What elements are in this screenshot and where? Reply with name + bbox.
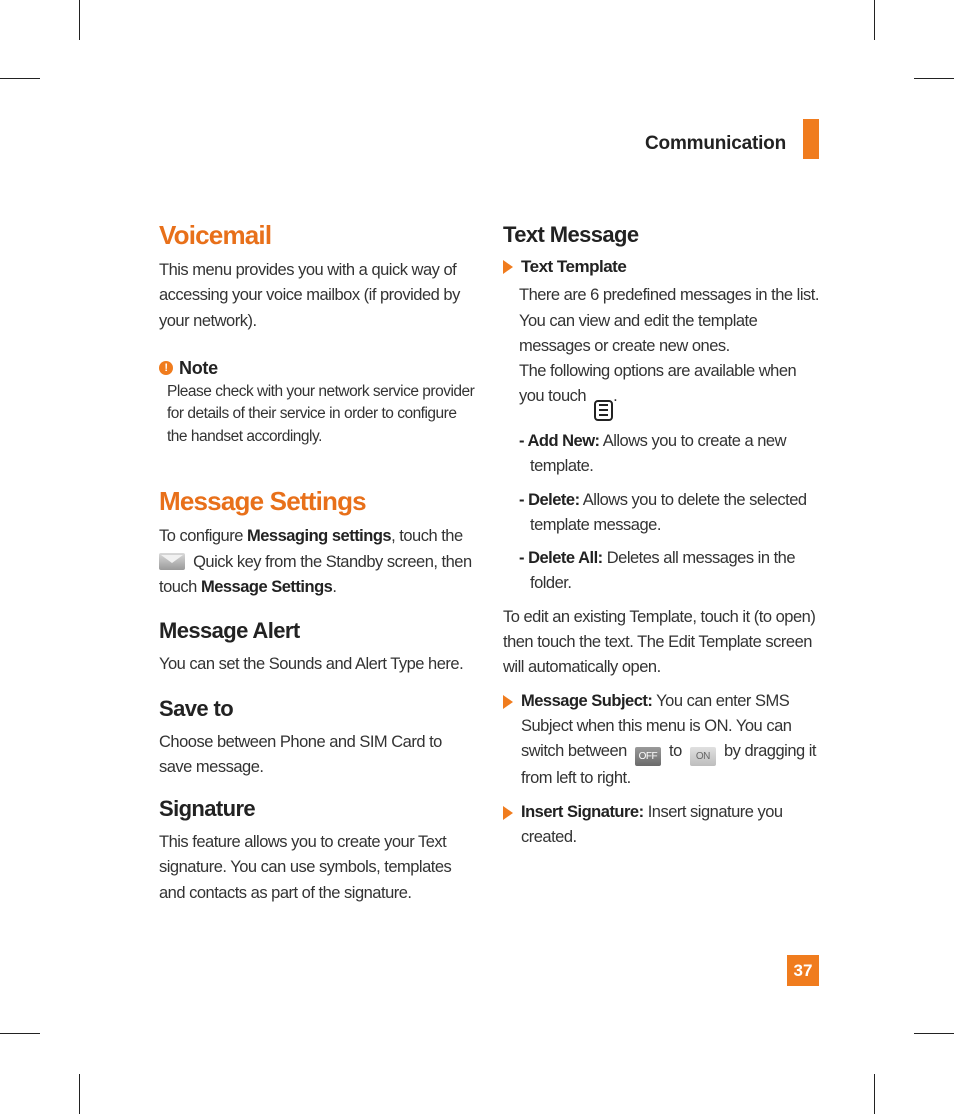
triangle-right-icon xyxy=(503,260,513,274)
menu-key-icon xyxy=(594,400,613,421)
voicemail-body: This menu provides you with a quick way of accessing your voice mailbox (if provided by your network). xyxy=(159,261,460,330)
insert-signature-item xyxy=(503,800,823,851)
crop-mark xyxy=(914,78,954,79)
text-template-title: Text Template xyxy=(521,257,627,276)
bold-run: Message Settings xyxy=(200,577,333,596)
right-column xyxy=(503,220,823,850)
text-run: Insert signature you created. xyxy=(521,802,783,846)
message-subject-text xyxy=(521,689,823,792)
text-run: by dragging it from left to right. xyxy=(521,742,817,788)
bold-run: Insert Signature: xyxy=(521,802,644,821)
message-subject-item xyxy=(503,689,823,792)
page-number: 37 xyxy=(787,955,819,986)
option-label: - Add New: xyxy=(519,431,600,450)
insert-signature-text xyxy=(521,800,823,851)
save-to-title: Save to xyxy=(159,695,234,721)
text-run: Quick key from the Standby screen, then touch xyxy=(159,552,472,596)
save-to-body: Choose between Phone and SIM Card to save message. xyxy=(159,732,442,776)
envelope-icon xyxy=(159,553,185,570)
signature-body: This feature allows you to create your Text signature. You can use symbols, templates and contacts as part of the signature. xyxy=(159,833,452,902)
message-alert-body: You can set the Sounds and Alert Type here. xyxy=(159,655,464,674)
triangle-right-icon xyxy=(503,806,513,820)
message-alert-title: Message Alert xyxy=(159,618,300,644)
option-label: - Delete All: xyxy=(519,549,603,568)
option-label: - Delete: xyxy=(519,490,580,509)
option-text: Allows you to create a new template. xyxy=(530,431,786,476)
toggle-on-icon: ON xyxy=(690,747,716,766)
note-title: Note xyxy=(179,357,218,378)
exclamation-icon: ! xyxy=(159,361,173,375)
text-run: , touch the xyxy=(391,527,463,546)
text-template-heading xyxy=(503,254,823,279)
text-run: To configure xyxy=(159,527,247,546)
edit-template-text: To edit an existing Template, touch it (to open) then touch the text. The Edit Template screen will automatically open. xyxy=(503,607,816,677)
text-message-title: Text Message xyxy=(503,222,639,247)
text-template-content xyxy=(519,283,823,596)
template-option xyxy=(519,488,823,539)
message-settings-body xyxy=(159,524,477,600)
signature-title: Signature xyxy=(159,796,256,822)
template-option xyxy=(519,546,823,597)
crop-mark xyxy=(0,78,40,79)
text-run: . xyxy=(613,387,618,406)
template-options-list xyxy=(519,429,823,597)
template-body: There are 6 predefined messages in the list. You can view and edit the template messages or create new ones. xyxy=(519,286,819,355)
template-option xyxy=(519,429,823,480)
crop-mark xyxy=(874,0,875,40)
voicemail-title: Voicemail xyxy=(159,220,272,250)
note-heading xyxy=(159,358,477,379)
toggle-off-icon: OFF xyxy=(635,747,661,766)
template-options-intro xyxy=(519,359,823,421)
option-text: Deletes all messages in the folder. xyxy=(530,549,796,593)
text-run: You can enter SMS Subject when this menu is ON. You can switch between xyxy=(521,691,792,761)
section-header: Communication xyxy=(645,133,786,154)
note-body: Please check with your network service provider for details of their service in order to configure the handset accordingly. xyxy=(167,382,475,445)
option-text: Allows you to delete the selected template message. xyxy=(530,490,807,534)
text-run: to xyxy=(669,742,682,761)
section-accent-bar xyxy=(803,119,819,159)
bold-run: Message Subject: xyxy=(521,691,653,710)
triangle-right-icon xyxy=(503,695,513,709)
crop-mark xyxy=(0,1033,40,1034)
bold-run: Messaging settings xyxy=(246,527,392,546)
crop-mark xyxy=(914,1033,954,1034)
text-run: . xyxy=(332,577,337,596)
crop-mark xyxy=(79,1074,80,1114)
left-column xyxy=(159,220,477,906)
text-run: The following options are available when you touch xyxy=(519,362,797,406)
crop-mark xyxy=(874,1074,875,1114)
crop-mark xyxy=(79,0,80,40)
message-settings-title: Message Settings xyxy=(159,486,366,517)
